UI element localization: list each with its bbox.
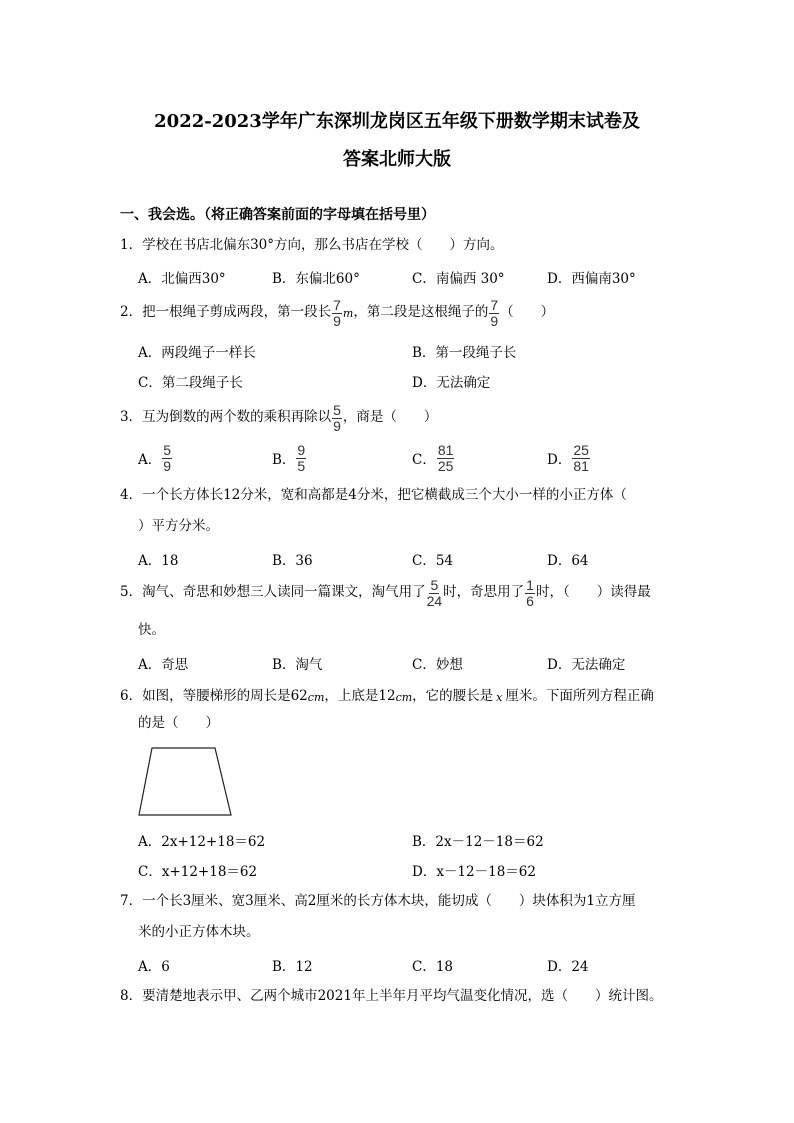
numerator: 9 <box>297 441 306 458</box>
option-label: B． <box>272 452 296 468</box>
question-3 <box>120 401 437 435</box>
option-label: D． <box>547 452 572 468</box>
fraction <box>162 443 172 474</box>
q3-option-c <box>412 441 455 475</box>
option-label: C． <box>412 452 436 468</box>
q2-option-d: D．无法确定 <box>412 375 491 391</box>
q6-option-b: B．2x－12－18＝62 <box>412 834 544 850</box>
q3-option-b <box>272 441 307 475</box>
unit: cm <box>395 690 413 704</box>
denominator: 9 <box>333 417 341 434</box>
denominator: 9 <box>490 312 499 329</box>
denominator: 24 <box>426 592 443 609</box>
numerator: 25 <box>573 441 589 458</box>
q6-text: 6．如图，等腰梯形的周长是62 <box>120 688 308 705</box>
variable: x <box>496 690 503 704</box>
q3-text: ，商是（ ） <box>342 409 438 426</box>
q5-option-d: D．无法确定 <box>547 657 626 673</box>
question-7: 7．一个长3厘米、宽3厘米、高2厘米的长方体木块，能切成（ ）块体积为1立方厘 <box>120 893 636 910</box>
section-heading: 一、我会选。（将正确答案前面的字母填在括号里） <box>120 207 435 223</box>
q4-option-a: A．18 <box>138 553 179 569</box>
unit: m <box>342 306 354 320</box>
denominator: 5 <box>297 457 306 474</box>
option-label: A． <box>138 452 162 468</box>
fraction <box>296 443 306 474</box>
q6-text: ，上底是12 <box>324 688 396 705</box>
q6-option-c: C．x+12+18＝62 <box>138 864 258 880</box>
q5-text: 5．淘气、奇思和妙想三人读同一篇课文，淘气用了 <box>120 584 426 601</box>
q5-option-a: A．奇思 <box>138 657 189 673</box>
question-4-cont: ）平方分米。 <box>138 518 219 535</box>
q2-text: ，第二段是这根绳子的 <box>353 304 489 321</box>
numerator: 5 <box>163 441 172 458</box>
numerator: 7 <box>490 296 499 313</box>
q5-option-b: B．淘气 <box>272 657 323 673</box>
question-6-cont: 的是（ ） <box>138 715 219 732</box>
q7-option-a: A．6 <box>138 959 170 975</box>
q1-option-d: D．西偏南30° <box>547 271 636 287</box>
q5-text: 时，（ ）读得最 <box>535 584 651 601</box>
trapezoid-figure <box>136 745 236 819</box>
numerator: 5 <box>333 401 341 418</box>
fraction <box>525 578 535 609</box>
unit: cm <box>307 690 325 704</box>
q6-text: 厘米。下面所列方程正确 <box>505 688 654 705</box>
q6-option-d: D．x－12－18＝62 <box>412 864 536 880</box>
q3-option-a <box>138 441 173 475</box>
question-1: 1．学校在书店北偏东30°方向，那么书店在学校（ ）方向。 <box>120 237 504 254</box>
question-8: 8．要清楚地表示甲、乙两个城市2021年上半年月平均气温变化情况，选（ ）统计图。 <box>120 988 663 1005</box>
numerator: 81 <box>437 441 454 458</box>
doc-title-line1: 2022-2023学年广东深圳龙岗区五年级下册数学期末试卷及 <box>154 111 640 132</box>
q7-option-c: C．18 <box>412 959 454 975</box>
q4-option-b: B．36 <box>272 553 313 569</box>
fraction <box>489 298 499 329</box>
q3-option-d <box>547 441 591 475</box>
q4-option-c: C．54 <box>412 553 454 569</box>
doc-title-line2: 答案北师大版 <box>343 149 451 170</box>
q2-text: 2．把一根绳子剪成两段，第一段长 <box>120 304 332 321</box>
q7-option-d: D．24 <box>547 959 589 975</box>
question-2 <box>120 296 554 330</box>
denominator: 25 <box>437 457 454 474</box>
numerator: 5 <box>430 576 439 593</box>
fraction <box>332 298 342 329</box>
q2-option-c: C．第二段绳子长 <box>138 375 243 391</box>
q7-option-b: B．12 <box>272 959 313 975</box>
fraction <box>332 403 342 434</box>
denominator: 9 <box>163 457 172 474</box>
denominator: 6 <box>526 592 534 609</box>
question-4: 4．一个长方体长12分米，宽和高都是4分米，把它横截成三个大小一样的小正方体（ <box>120 487 627 504</box>
q2-option-a: A．两段绳子一样长 <box>138 345 256 361</box>
q1-option-a: A．北偏西30° <box>138 271 226 287</box>
numerator: 7 <box>333 296 341 313</box>
q4-option-d: D．64 <box>547 553 589 569</box>
q3-text: 3．互为倒数的两个数的乘积再除以 <box>120 409 332 426</box>
q6-option-a: A．2x+12+18＝62 <box>138 834 266 850</box>
q5-text: 时，奇思用了 <box>443 584 525 601</box>
question-7-cont: 米的小正方体木块。 <box>138 924 260 941</box>
q5-option-c: C．妙想 <box>412 657 463 673</box>
numerator: 1 <box>526 576 534 593</box>
question-5-cont: 快。 <box>138 622 165 639</box>
fraction <box>572 443 590 474</box>
q1-option-b: B．东偏北60° <box>272 271 360 287</box>
fraction <box>437 443 455 474</box>
q2-text: （ ） <box>500 304 555 321</box>
q2-option-b: B．第一段绳子长 <box>412 345 517 361</box>
denominator: 81 <box>573 457 589 474</box>
q1-option-c: C．南偏西 30° <box>412 271 505 287</box>
fraction <box>427 578 443 609</box>
q6-text: ，它的腰长是 <box>412 688 494 705</box>
denominator: 9 <box>333 312 341 329</box>
question-5 <box>120 576 651 610</box>
